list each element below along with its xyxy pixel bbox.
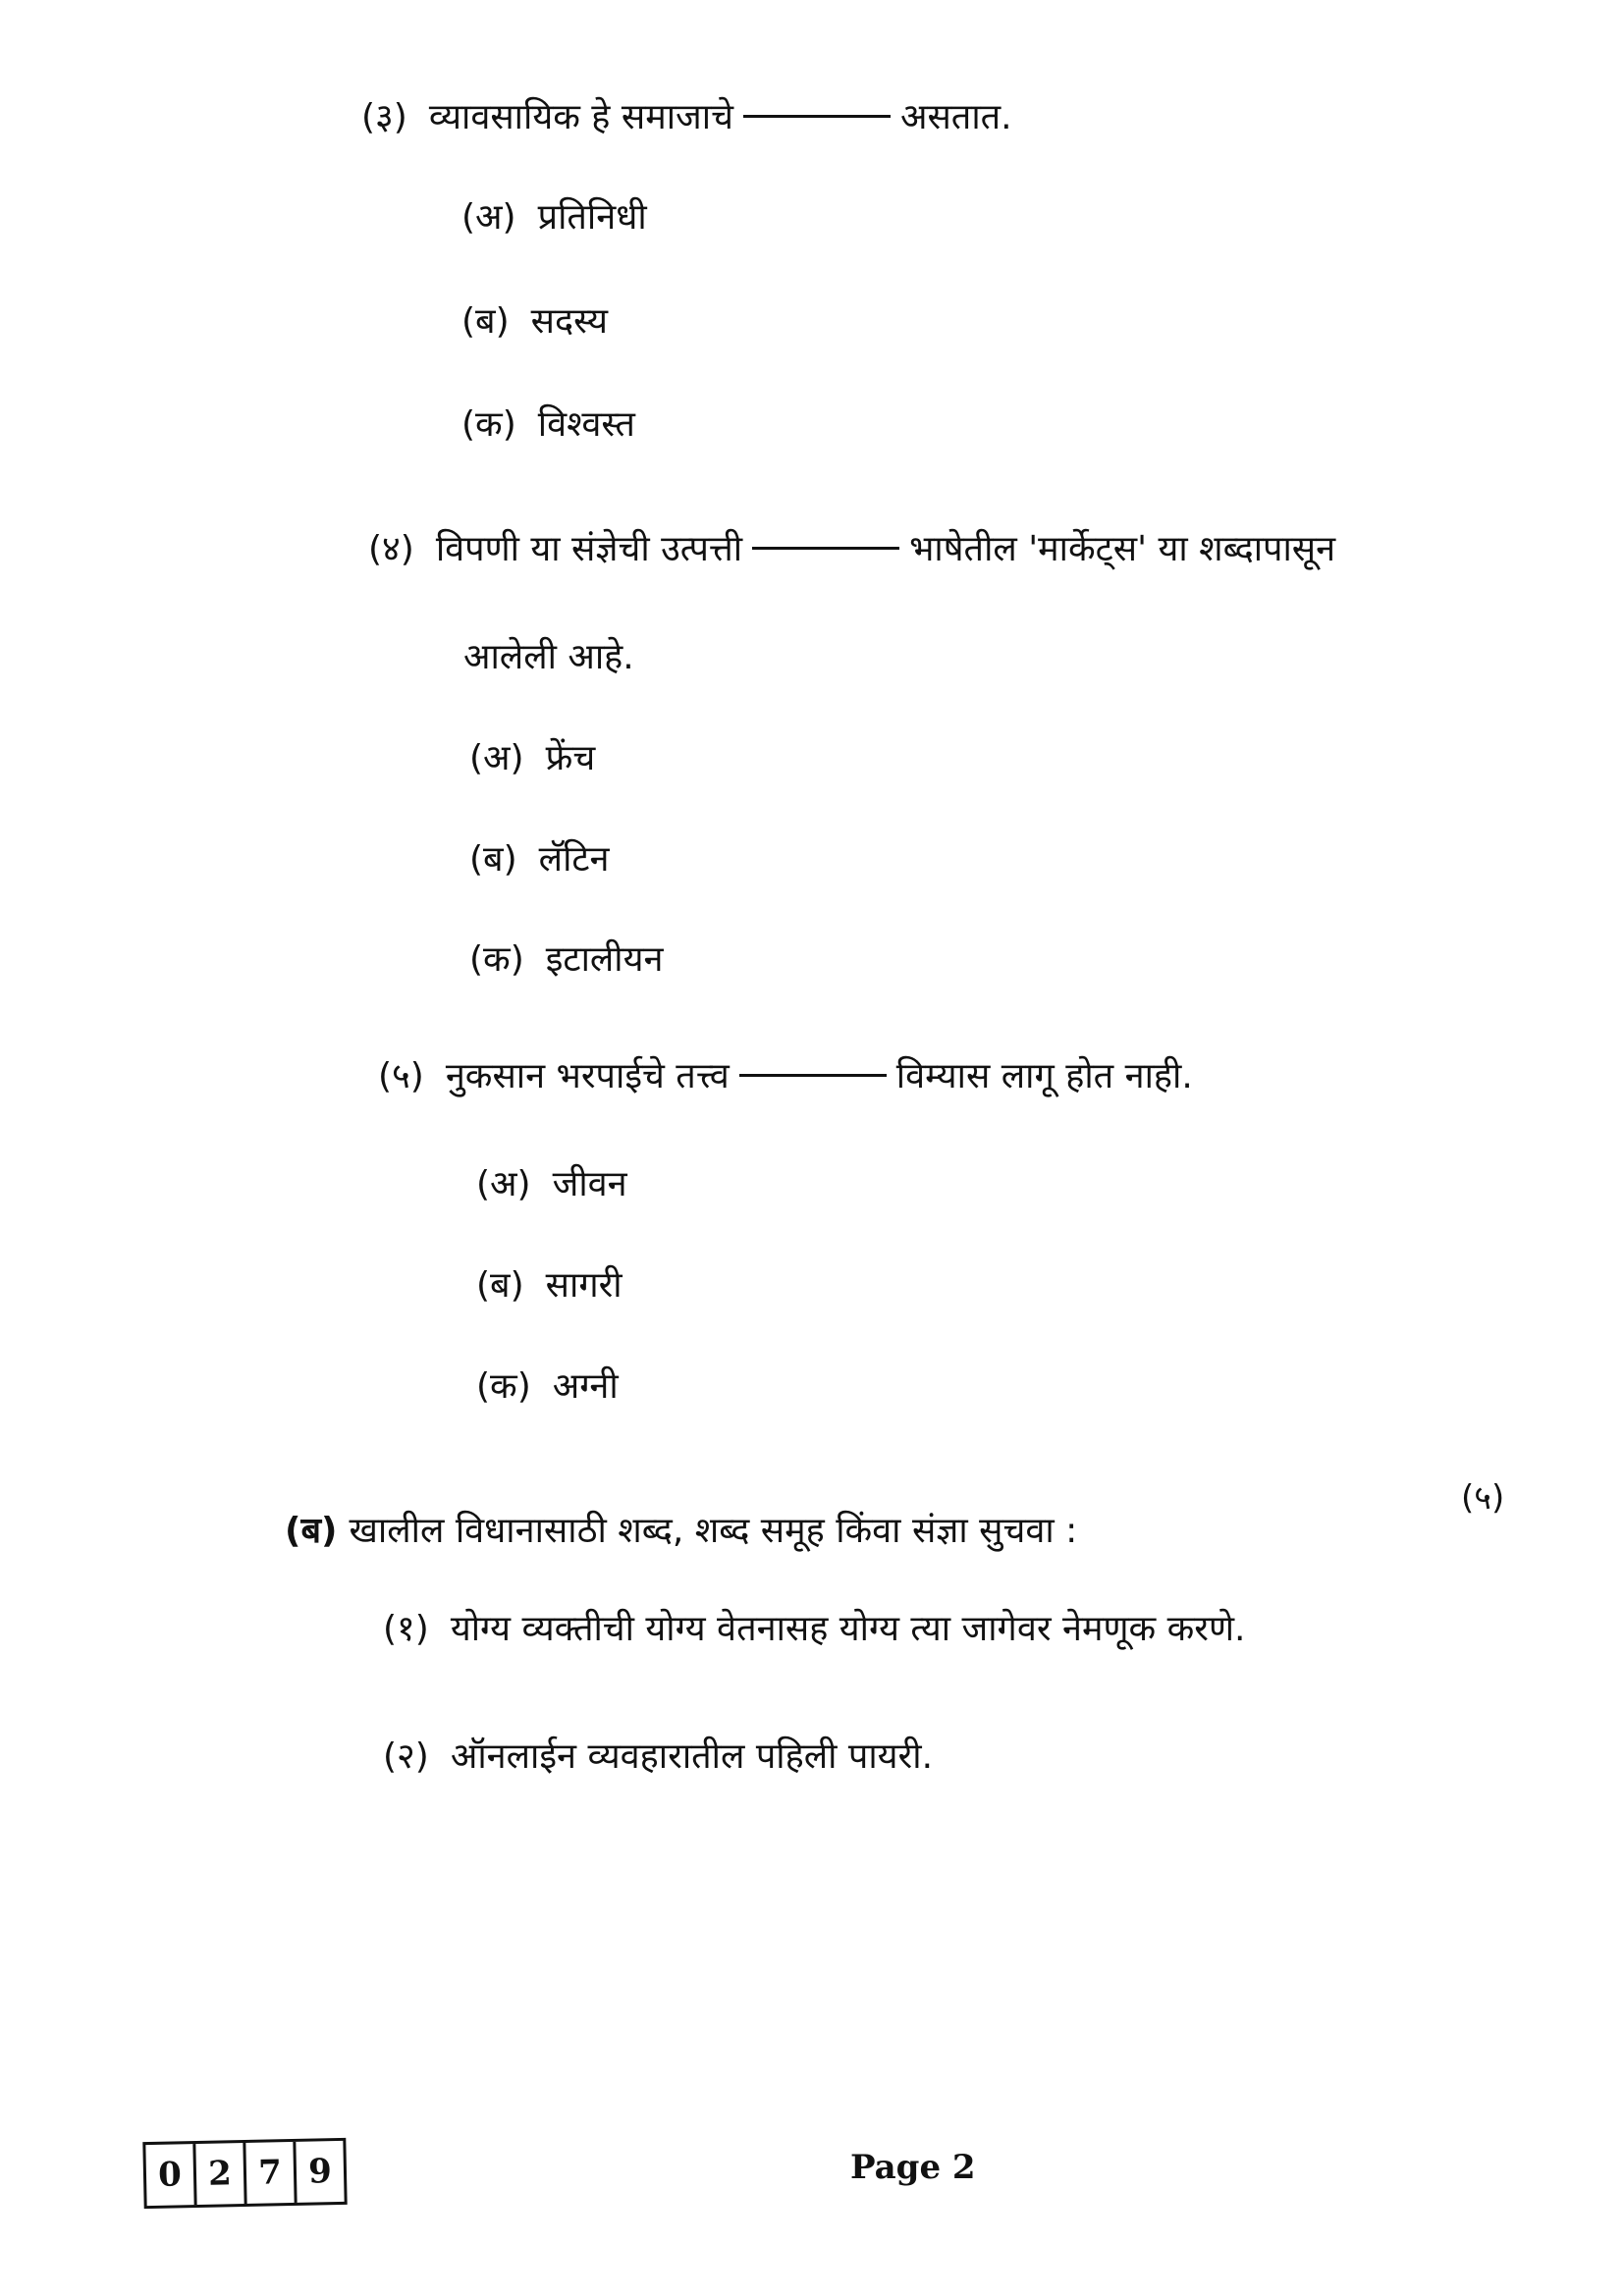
question-text-after: भाषेतील 'मार्केट्स' या शब्दापासून [909,529,1336,569]
section-b-heading [285,1508,1077,1555]
option-label: (क) [469,939,524,980]
question-text-after: विम्यास लागू होत नाही. [895,1056,1193,1096]
option-text: अग्नी [552,1366,619,1407]
question-3 [361,94,1012,141]
option-label: (अ) [476,1164,531,1204]
option-label: (ब) [476,1265,524,1306]
fill-blank [743,115,891,118]
item-number: (१) [383,1609,429,1649]
fill-blank [752,547,899,550]
option-label: (क) [476,1366,531,1407]
option-b [476,1262,623,1309]
option-c [469,936,664,984]
option-text: सदस्य [530,301,608,342]
option-label: (अ) [469,738,524,778]
section-b-item-2 [383,1734,933,1781]
option-label: (अ) [461,197,516,238]
option-text: विश्वस्त [537,404,635,445]
question-text-after: असतात. [899,97,1012,137]
option-label: (ब) [469,839,517,880]
option-c [461,401,635,449]
section-instruction: खालील विधानासाठी शब्द, शब्द समूह किंवा संज्ञा सुचवा : [349,1511,1078,1551]
section-label: (ब) [285,1511,338,1551]
question-number: (५) [378,1056,424,1096]
option-label: (ब) [461,301,510,342]
option-text: लॅटिन [538,839,610,880]
option-label: (क) [461,404,516,445]
question-4 [368,526,1335,573]
option-c [476,1363,619,1411]
section-b-item-1 [383,1606,1245,1653]
question-number: (४) [368,529,414,569]
section-marks: (५) [1461,1478,1505,1518]
option-a [469,735,595,782]
question-number: (३) [361,97,407,137]
item-text: योग्य व्यक्तीची योग्य वेतनासह योग्य त्या जागेवर नेमणूक करणे. [450,1609,1246,1649]
paper-code-box [142,2138,347,2209]
item-number: (२) [383,1736,429,1777]
question-text: व्यावसायिक हे समाजाचे [428,97,733,137]
option-b [461,298,608,346]
code-digit: 0 [145,2144,196,2206]
item-text: ऑनलाईन व्यवहारातील पहिली पायरी. [450,1736,934,1777]
question-text: विपणी या संज्ञेची उत्पत्ती [435,529,743,569]
question-text: नुकसान भरपाईचे तत्त्व [445,1056,730,1096]
option-a [461,194,647,241]
option-a [476,1161,627,1208]
option-text: इटालीयन [545,939,664,980]
option-text: सागरी [545,1265,623,1306]
fill-blank [739,1074,887,1077]
option-text: फ्रेंच [545,738,596,778]
code-digit: 7 [245,2142,297,2204]
option-b [469,836,610,883]
code-digit: 2 [195,2143,246,2205]
question-5 [378,1053,1193,1100]
option-text: प्रतिनिधी [537,197,647,238]
question-4-continuation: आलेली आहे. [463,637,634,677]
code-digit: 9 [307,2152,333,2192]
option-text: जीवन [552,1164,627,1204]
page-number: Page 2 [850,2148,976,2187]
